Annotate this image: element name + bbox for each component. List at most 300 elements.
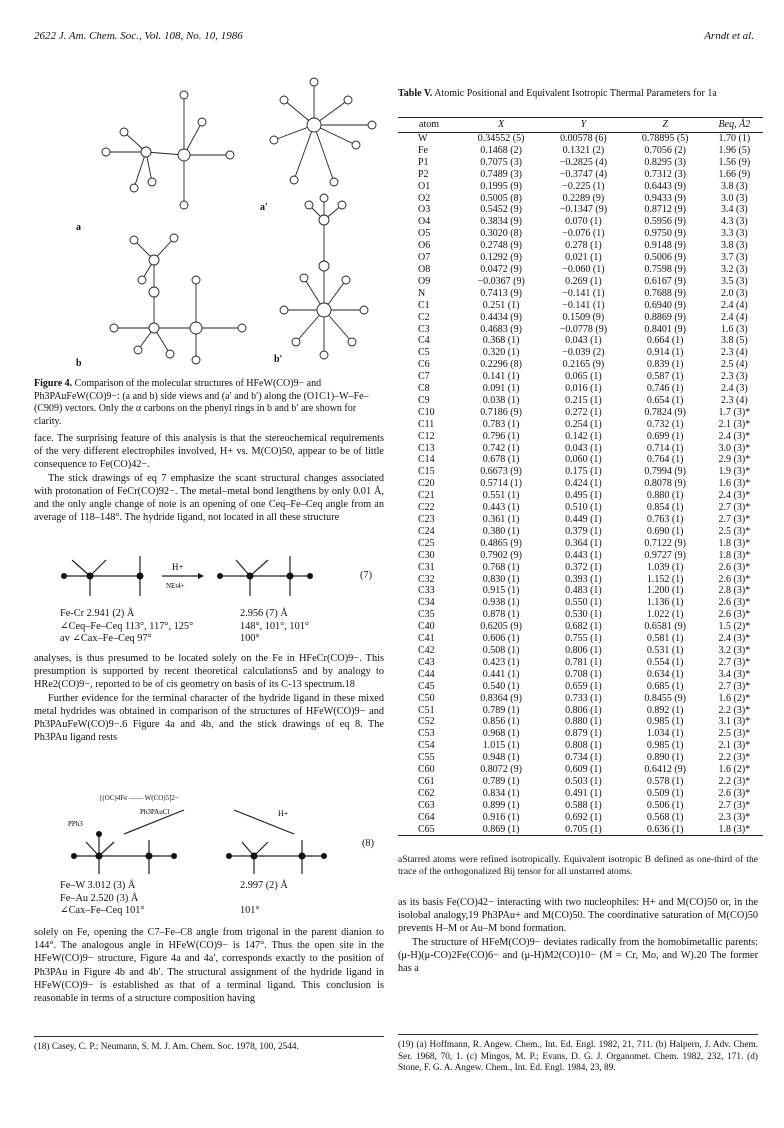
eq7-label: 100°	[240, 633, 260, 644]
value-cell: 1.5 (2)*	[718, 621, 751, 633]
eq8-top-text: [(OC)4Fe —— W(CO)5]2−	[100, 794, 179, 802]
value-cell: 0.7075 (3)	[480, 156, 522, 168]
value-cell: 0.5956 (9)	[644, 216, 686, 228]
table-row	[398, 550, 763, 562]
value-cell: 0.685 (1)	[646, 680, 684, 692]
atom-cell: C4	[418, 335, 430, 347]
table-row	[398, 788, 763, 800]
value-cell: 0.682 (1)	[565, 621, 602, 633]
molecular-structure-drawings	[34, 70, 384, 370]
value-cell: 0.568 (1)	[646, 811, 684, 823]
value-cell: 2.5 (3)*	[718, 728, 751, 740]
equation-8-number: (8)	[362, 838, 375, 849]
value-cell: 0.985 (1)	[646, 740, 684, 752]
value-cell: 0.796 (1)	[482, 430, 520, 442]
running-header-right: Arndt et al.	[704, 30, 754, 42]
atom-cell: C24	[418, 525, 435, 537]
figure-caption-label: Figure 4.	[34, 378, 73, 389]
value-cell: 0.7312 (3)	[644, 168, 686, 180]
value-cell: 0.578 (1)	[646, 775, 684, 787]
value-cell: 0.0472 (9)	[480, 263, 522, 275]
value-cell: 0.269 (1)	[565, 275, 602, 287]
value-cell: 2.4 (4)	[721, 311, 748, 323]
table-row	[398, 538, 763, 550]
value-cell: 1.6 (3)	[721, 323, 748, 335]
value-cell: 0.380 (1)	[482, 525, 520, 537]
value-cell: 0.8869 (9)	[644, 311, 686, 323]
value-cell: 0.808 (1)	[565, 740, 602, 752]
atom-cell: C45	[418, 680, 435, 692]
value-cell: 0.830 (1)	[482, 573, 520, 585]
panel-label-a: a	[76, 222, 81, 233]
value-cell: 0.6581 (9)	[644, 621, 686, 633]
figure-4-caption	[34, 378, 384, 428]
atom-cell: C6	[418, 359, 430, 371]
atom-cell: C41	[418, 633, 435, 645]
table-row	[398, 597, 763, 609]
table-row	[398, 288, 763, 300]
value-cell: −0.225 (1)	[562, 180, 605, 192]
value-cell: 0.8072 (9)	[480, 764, 522, 776]
atom-cell: C53	[418, 728, 435, 740]
table-row	[398, 145, 763, 157]
running-header-left: 2622 J. Am. Chem. Soc., Vol. 108, No. 10, 1986	[34, 30, 243, 42]
atom-cell: C2	[418, 311, 430, 323]
paragraph: The stick drawings of eq 7 emphasize the scant structural changes associated with protonation of FeCr(CO)92−. The metal–metal bond lengthens by only 0.01 Å, and the only angle change of note is an opening of one Ceq–Fe–Ceq angle from an average of 118–148°. The hydride ligand, not located in all these structure	[34, 472, 384, 524]
atom-cell: C63	[418, 799, 435, 811]
value-cell: 0.551 (1)	[482, 490, 520, 502]
table-row	[398, 478, 763, 490]
value-cell: 3.8 (3)	[721, 240, 748, 252]
value-cell: 0.278 (1)	[565, 240, 602, 252]
table-row	[398, 300, 763, 312]
value-cell: −0.0367 (9)	[477, 275, 525, 287]
value-cell: −0.039 (2)	[562, 347, 605, 359]
value-cell: 0.8364 (9)	[480, 692, 522, 704]
figure-4-structures	[34, 70, 384, 370]
eq7-label: 2.956 (7) Å	[240, 608, 288, 619]
value-cell: 1.8 (3)*	[718, 549, 751, 561]
value-cell: −0.1347 (9)	[559, 204, 608, 216]
table-row	[398, 728, 763, 740]
value-cell: 0.251 (1)	[482, 299, 520, 311]
atom-cell: O7	[418, 252, 431, 264]
value-cell: 0.215 (1)	[565, 394, 602, 406]
table-row	[398, 419, 763, 431]
value-cell: 1.70 (1)	[718, 133, 751, 144]
atom-cell: C1	[418, 299, 430, 311]
value-cell: 2.7 (3)*	[718, 656, 751, 668]
value-cell: 3.8 (3)	[721, 180, 748, 192]
table-row	[398, 407, 763, 419]
table-row	[398, 693, 763, 705]
value-cell: 0.1509 (9)	[562, 311, 605, 323]
table-title	[398, 88, 758, 101]
value-cell: 0.985 (1)	[646, 716, 684, 728]
atom-cell: C42	[418, 644, 435, 656]
table-row	[398, 454, 763, 466]
value-cell: 0.588 (1)	[565, 799, 602, 811]
value-cell: 0.2296 (8)	[480, 359, 522, 371]
value-cell: 2.7 (3)*	[718, 680, 751, 692]
table-row	[398, 335, 763, 347]
eq8-label: ∠Cax–Fe–Ceq 101°	[60, 905, 145, 916]
value-cell: 1.022 (1)	[646, 609, 684, 621]
atom-cell: C54	[418, 740, 435, 752]
value-cell: 0.4434 (9)	[480, 311, 522, 323]
value-cell: −0.060 (1)	[562, 263, 605, 275]
value-cell: 0.065 (1)	[565, 371, 602, 383]
atom-cell: O2	[418, 192, 431, 204]
atom-cell: C9	[418, 394, 430, 406]
value-cell: 0.530 (1)	[565, 609, 602, 621]
figure-caption-text: Comparison of the molecular structures of HFeW(CO)9− and Ph3PAuFeW(CO)9−: (a and b) side views and (a′ and b′) along the (O1C1)–W–Fe–(C909) vectors. Only the α carbons on the phenyl rings in b and b′ are shown for clarity.	[34, 378, 369, 427]
atom-cell: C15	[418, 466, 435, 478]
table-row	[398, 264, 763, 276]
equation-8	[44, 804, 334, 880]
eq7-left-labels	[60, 608, 193, 646]
column-header: atom	[398, 118, 460, 133]
atom-cell: P1	[418, 156, 429, 168]
value-cell: 0.503 (1)	[565, 775, 602, 787]
value-cell: 0.449 (1)	[565, 514, 602, 525]
value-cell: 2.7 (3)*	[718, 502, 751, 514]
table-label: Table V.	[398, 88, 433, 99]
value-cell: 1.152 (1)	[646, 573, 684, 585]
atom-cell: C12	[418, 430, 435, 442]
atom-cell: C44	[418, 668, 435, 680]
value-cell: 0.320 (1)	[482, 347, 520, 359]
value-cell: 0.495 (1)	[565, 490, 602, 502]
value-cell: 2.3 (3)*	[718, 811, 751, 823]
value-cell: 1.039 (1)	[646, 561, 684, 573]
atom-cell: C5	[418, 347, 430, 359]
value-cell: 0.6412 (9)	[644, 764, 686, 776]
value-cell: 2.2 (3)*	[718, 704, 751, 716]
value-cell: 0.609 (1)	[565, 764, 602, 776]
table-row	[398, 800, 763, 812]
atom-cell: O4	[418, 216, 431, 228]
value-cell: 3.4 (3)	[721, 204, 748, 216]
value-cell: 0.742 (1)	[482, 442, 520, 454]
value-cell: 1.200 (1)	[646, 585, 684, 597]
table-row	[398, 681, 763, 693]
value-cell: 0.2289 (9)	[562, 192, 605, 204]
atom-cell: C62	[418, 787, 435, 799]
value-cell: 0.142 (1)	[565, 430, 602, 442]
value-cell: 3.1 (3)*	[718, 716, 751, 728]
table-row	[398, 371, 763, 383]
atom-cell: C52	[418, 716, 435, 728]
value-cell: 0.2165 (9)	[562, 359, 605, 371]
value-cell: 2.6 (3)*	[718, 573, 751, 585]
value-cell: 1.96 (5)	[718, 144, 751, 156]
atom-cell: C14	[418, 454, 435, 466]
value-cell: 2.8 (3)*	[718, 585, 751, 597]
value-cell: 0.880 (1)	[565, 716, 602, 728]
table-row	[398, 383, 763, 395]
value-cell: 0.78895 (5)	[641, 133, 689, 144]
value-cell: 0.8401 (9)	[644, 323, 686, 335]
value-cell: 0.968 (1)	[482, 728, 520, 740]
table-row	[398, 312, 763, 324]
table-row	[398, 562, 763, 574]
value-cell: 0.690 (1)	[646, 525, 684, 537]
column-header: Beq, Å2	[706, 118, 763, 133]
atom-cell: C8	[418, 383, 430, 395]
value-cell: 1.6 (3)*	[718, 478, 751, 490]
value-cell: 0.755 (1)	[565, 633, 602, 645]
value-cell: 0.021 (1)	[565, 252, 602, 264]
value-cell: 1.8 (3)*	[706, 824, 763, 836]
value-cell: 0.7994 (9)	[644, 466, 686, 478]
table-row	[398, 705, 763, 717]
atom-cell: Fe	[418, 144, 428, 156]
value-cell: 1.136 (1)	[646, 597, 684, 609]
left-column-text-middle	[34, 652, 384, 744]
atom-cell: P2	[418, 168, 429, 180]
value-cell: 0.806 (1)	[565, 644, 602, 656]
eq7-right-labels	[240, 608, 309, 646]
value-cell: 0.4865 (9)	[480, 537, 522, 549]
value-cell: 0.1995 (9)	[480, 180, 522, 192]
value-cell: 0.899 (1)	[482, 799, 520, 811]
value-cell: 0.272 (1)	[565, 406, 602, 418]
table-footnote: aStarred atoms were refined isotropically. Equivalent isotropic B defined as one-third of the trace of the orthogonalized Bij tensor for all unstarred atoms.	[398, 854, 758, 877]
value-cell: 4.3 (3)	[721, 216, 748, 228]
value-cell: 0.581 (1)	[646, 633, 684, 645]
value-cell: 2.1 (3)*	[718, 418, 751, 430]
value-cell: 0.783 (1)	[482, 418, 520, 430]
atom-cell: O6	[418, 240, 431, 252]
atom-cell: C22	[418, 502, 435, 514]
value-cell: 0.7122 (9)	[644, 537, 686, 549]
atom-cell: C31	[418, 561, 435, 573]
value-cell: 0.6167 (9)	[644, 275, 686, 287]
value-cell: −0.141 (1)	[562, 299, 605, 311]
value-cell: 0.781 (1)	[565, 656, 602, 668]
value-cell: 0.938 (1)	[482, 597, 520, 609]
value-cell: 2.2 (3)*	[718, 775, 751, 787]
value-cell: 0.9148 (9)	[644, 240, 686, 252]
value-cell: 0.890 (1)	[646, 752, 684, 764]
left-column-text-upper	[34, 432, 384, 524]
value-cell: 0.364 (1)	[565, 537, 602, 549]
value-cell: 2.4 (3)	[721, 383, 748, 395]
value-cell: 0.7489 (3)	[480, 168, 522, 180]
value-cell: 2.6 (3)*	[718, 609, 751, 621]
value-cell: 0.8455 (9)	[644, 692, 686, 704]
value-cell: 0.880 (1)	[646, 490, 684, 502]
value-cell: 0.4683 (9)	[480, 323, 522, 335]
table-row	[398, 812, 763, 824]
table-caption: Atomic Positional and Equivalent Isotropic Thermal Parameters for 1a	[434, 88, 717, 99]
table-row	[398, 431, 763, 443]
table-row	[398, 645, 763, 657]
value-cell: 0.806 (1)	[565, 704, 602, 716]
atom-cell: C40	[418, 621, 435, 633]
atom-cell: N	[418, 287, 426, 299]
atom-cell: C50	[418, 692, 435, 704]
value-cell: 0.1468 (2)	[480, 144, 522, 156]
value-cell: 0.606 (1)	[482, 633, 520, 645]
atom-cell: C13	[418, 442, 435, 454]
atom-cell: W	[418, 133, 428, 144]
value-cell: 0.7413 (9)	[480, 287, 522, 299]
value-cell: 0.34552 (5)	[477, 133, 525, 144]
value-cell: 2.6 (3)*	[718, 597, 751, 609]
value-cell: 3.0 (3)*	[718, 442, 751, 454]
paragraph: face. The surprising feature of this analysis is that the stereochemical requirements of the very different electrophiles involved, H+ vs. M(CO)50, appear to be of little consequence to Fe(CO)42−.	[34, 433, 384, 471]
table-row	[398, 395, 763, 407]
value-cell: 1.8 (3)*	[718, 537, 751, 549]
value-cell: 0.764 (1)	[646, 454, 684, 466]
value-cell: 3.8 (5)	[721, 335, 748, 347]
value-cell: 0.692 (1)	[565, 811, 602, 823]
value-cell: 2.4 (3)*	[718, 633, 751, 645]
value-cell: 2.4 (3)*	[718, 490, 751, 502]
atom-cell: O9	[418, 275, 431, 287]
value-cell: 0.916 (1)	[482, 811, 520, 823]
table-row	[398, 193, 763, 205]
atom-cell: C10	[418, 406, 435, 418]
value-cell: 0.00578 (6)	[560, 133, 607, 144]
atom-cell: C51	[418, 704, 435, 716]
value-cell: 0.789 (1)	[482, 704, 520, 716]
atom-cell: C32	[418, 573, 435, 585]
value-cell: 0.587 (1)	[646, 371, 684, 383]
atom-cell: C43	[418, 656, 435, 668]
value-cell: 0.038 (1)	[482, 394, 520, 406]
value-cell: 0.091 (1)	[482, 383, 520, 395]
value-cell: 0.3834 (9)	[480, 216, 522, 228]
atom-cell: C11	[418, 418, 435, 430]
atom-cell: C20	[418, 478, 435, 490]
value-cell: 0.9433 (9)	[644, 192, 686, 204]
equation-7-stick-drawing	[50, 546, 340, 606]
value-cell: 0.654 (1)	[646, 394, 684, 406]
table-row	[398, 633, 763, 645]
table-row	[398, 740, 763, 752]
value-cell: 2.7 (3)*	[718, 514, 751, 525]
atom-cell: O3	[418, 204, 431, 216]
value-cell: 0.879 (1)	[565, 728, 602, 740]
eq7-label: Fe-Cr 2.941 (2) Å	[60, 608, 135, 619]
footnote-18: (18) Casey, C. P.; Neumann, S. M. J. Am. Chem. Soc. 1978, 100, 2544.	[34, 1042, 299, 1052]
value-cell: 0.948 (1)	[482, 752, 520, 764]
value-cell: 0.2748 (9)	[480, 240, 522, 252]
value-cell: 0.016 (1)	[565, 383, 602, 395]
panel-label-a-prime: a′	[260, 202, 268, 213]
value-cell: −0.3747 (4)	[559, 168, 608, 180]
value-cell: 0.443 (1)	[482, 502, 520, 514]
value-cell: 0.9727 (9)	[644, 549, 686, 561]
value-cell: 0.7824 (9)	[644, 406, 686, 418]
value-cell: 0.789 (1)	[482, 775, 520, 787]
value-cell: 3.5 (3)	[721, 275, 748, 287]
atomic-parameters-table	[398, 117, 763, 836]
eq8-left-labels	[60, 880, 145, 918]
value-cell: 0.915 (1)	[482, 585, 520, 597]
value-cell: 0.540 (1)	[482, 680, 520, 692]
atom-cell: O1	[418, 180, 431, 192]
table-row	[398, 574, 763, 586]
eq8-label: 101°	[240, 905, 260, 916]
value-cell: 2.3 (3)	[721, 371, 748, 383]
value-cell: 0.878 (1)	[482, 609, 520, 621]
value-cell: 0.531 (1)	[646, 644, 684, 656]
value-cell: 1.6 (2)*	[718, 692, 751, 704]
value-cell: 0.746 (1)	[646, 383, 684, 395]
value-cell: 0.443 (1)	[565, 549, 602, 561]
value-cell: 0.678 (1)	[482, 454, 520, 466]
eq8-ligand-label: PPh3	[68, 820, 83, 828]
value-cell: 0.361 (1)	[482, 514, 520, 525]
value-cell: 0.554 (1)	[646, 656, 684, 668]
eq8-label: Fe–W 3.012 (3) Å	[60, 880, 136, 891]
atom-cell: C3	[418, 323, 430, 335]
atom-cell: C33	[418, 585, 435, 597]
value-cell: 1.7 (3)*	[718, 406, 751, 418]
eq7-reagent-below: NEt4+	[166, 582, 185, 590]
atom-cell: O8	[418, 263, 431, 275]
value-cell: 0.393 (1)	[565, 573, 602, 585]
value-cell: 0.508 (1)	[482, 644, 520, 656]
table-row	[398, 764, 763, 776]
value-cell: 0.714 (1)	[646, 442, 684, 454]
value-cell: 0.734 (1)	[565, 752, 602, 764]
value-cell: 0.6673 (9)	[480, 466, 522, 478]
eq7-label: av ∠Cax–Fe–Ceq 97°	[60, 633, 152, 644]
value-cell: 2.2 (3)*	[718, 752, 751, 764]
atom-cell: C30	[418, 549, 435, 561]
value-cell: 0.659 (1)	[565, 680, 602, 692]
column-header: Y	[542, 118, 624, 133]
value-cell: −0.141 (1)	[562, 287, 605, 299]
value-cell: 2.4 (3)*	[718, 430, 751, 442]
value-cell: 0.3020 (8)	[480, 228, 522, 240]
paragraph: The structure of HFeM(CO)9− deviates radically from the homobimetallic parents: (μ-H)(μ-CO)2Fe(CO)6− and (μ-H)M2(CO)10− (M = Cr, Mo, and W).20 The former has a	[398, 936, 758, 975]
value-cell: 0.634 (1)	[646, 668, 684, 680]
paragraph: analyses, is thus presumed to be located solely on the Fe in HFeCr(CO)9−. This presumption is supported by recent theoretical calculations5 and by analogy to HRe2(CO)9−, reported to be of cis geometry on basis of its C-13 spectrum.18	[34, 653, 384, 691]
value-cell: 0.8295 (3)	[644, 156, 686, 168]
value-cell: 1.56 (9)	[718, 156, 751, 168]
value-cell: 0.708 (1)	[565, 668, 602, 680]
table-row	[398, 252, 763, 264]
eq8-right-labels	[240, 880, 288, 918]
value-cell: 3.0 (3)	[721, 192, 748, 204]
value-cell: 0.423 (1)	[482, 656, 520, 668]
value-cell: 0.7688 (9)	[644, 287, 686, 299]
value-cell: 0.856 (1)	[482, 716, 520, 728]
table-row	[398, 716, 763, 728]
value-cell: 1.9 (3)*	[718, 466, 751, 478]
eq7-label: 148°, 101°, 101°	[240, 620, 309, 632]
value-cell: 2.0 (3)	[721, 287, 748, 299]
value-cell: 2.6 (3)*	[718, 561, 751, 573]
value-cell: 0.7902 (9)	[480, 549, 522, 561]
value-cell: 0.060 (1)	[565, 454, 602, 466]
table-row	[398, 669, 763, 681]
value-cell: 2.3 (4)	[721, 394, 748, 406]
table-row	[398, 657, 763, 669]
panel-label-b: b	[76, 358, 82, 369]
value-cell: 0.254 (1)	[565, 418, 602, 430]
atom-cell: C23	[418, 514, 435, 525]
table-row	[398, 526, 763, 538]
table-row	[398, 204, 763, 216]
table-row	[398, 240, 763, 252]
